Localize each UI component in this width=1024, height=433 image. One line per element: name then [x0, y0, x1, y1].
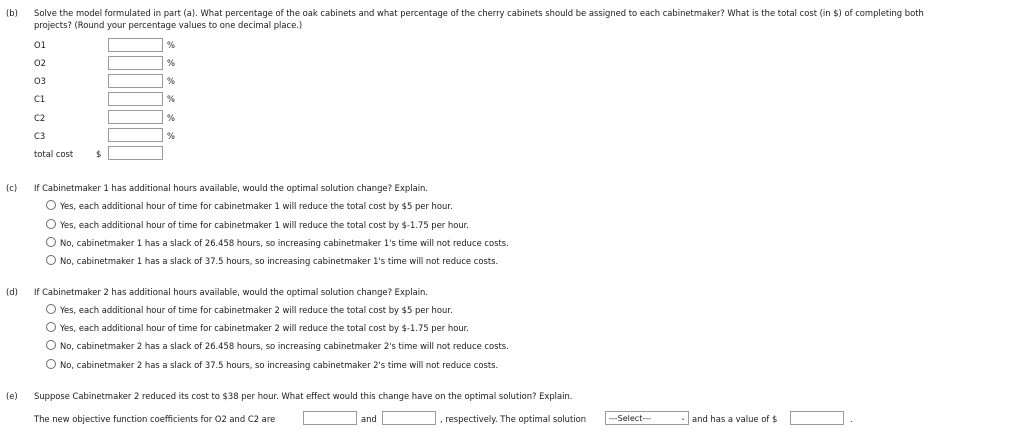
part-b-question-line1: Solve the model formulated in part (a). What percentage of the oak cabinets and what percentage of the cherry cabinets should be assigned to each cabinetmaker? What is the total cost (in $) of completing both: [34, 8, 924, 18]
row-label-c3: C3: [34, 131, 46, 141]
option-c-2-text: Yes, each additional hour of time for cabinetmaker 1 will reduce the total cost by $-1.75 per hour.: [60, 220, 469, 230]
option-d-2-text: Yes, each additional hour of time for cabinetmaker 2 will reduce the total cost by $-1.75 per hour.: [60, 323, 469, 333]
input-optimal-value[interactable]: [790, 411, 844, 425]
option-c-4-text: No, cabinetmaker 1 has a slack of 37.5 hours, so increasing cabinetmaker 1's time will not reduce costs.: [60, 256, 499, 266]
row-label-o3: O3: [34, 76, 46, 86]
input-total-cost[interactable]: [108, 146, 163, 160]
part-b-question-line2: projects? (Round your percentage values to one decimal place.): [34, 20, 303, 30]
part-e-question: Suppose Cabinetmaker 2 reduced its cost to $38 per hour. What effect would this change have on the optimal solution? Explain.: [34, 391, 573, 401]
row-label-c2: C2: [34, 113, 46, 123]
radio-c-option-3[interactable]: [46, 237, 56, 247]
part-d-label: (d): [6, 287, 18, 297]
row-label-o1: O1: [34, 40, 46, 50]
input-c2[interactable]: [108, 110, 163, 124]
input-o2-coefficient[interactable]: [303, 411, 357, 425]
input-o2[interactable]: [108, 56, 163, 70]
input-o3[interactable]: [108, 74, 163, 88]
radio-d-option-4[interactable]: [46, 359, 56, 369]
part-c-question: If Cabinetmaker 1 has additional hours available, would the optimal solution change? Explain.: [34, 183, 428, 193]
percent-unit: %: [167, 131, 175, 141]
radio-d-option-2[interactable]: [46, 322, 56, 332]
radio-d-option-1[interactable]: [46, 304, 56, 314]
select-value: ---Select---: [609, 413, 651, 423]
dollar-prefix: $: [96, 149, 102, 159]
radio-c-option-4[interactable]: [46, 255, 56, 265]
and-text: and: [361, 414, 377, 424]
radio-c-option-2[interactable]: [46, 219, 56, 229]
option-c-1-text: Yes, each additional hour of time for cabinetmaker 1 will reduce the total cost by $5 per hour.: [60, 201, 453, 211]
percent-unit: %: [167, 40, 175, 50]
percent-unit: %: [167, 58, 175, 68]
option-d-4-text: No, cabinetmaker 2 has a slack of 37.5 hours, so increasing cabinetmaker 2's time will not reduce costs.: [60, 360, 499, 370]
row-label-o2: O2: [34, 58, 46, 68]
value-text: and has a value of $: [692, 414, 778, 424]
percent-unit: %: [167, 94, 175, 104]
part-d-question: If Cabinetmaker 2 has additional hours available, would the optimal solution change? Explain.: [34, 287, 428, 297]
optimal-solution-select[interactable]: [605, 411, 689, 425]
radio-c-option-1[interactable]: [46, 200, 56, 210]
option-d-3-text: No, cabinetmaker 2 has a slack of 26.458 hours, so increasing cabinetmaker 2's time will not reduce costs.: [60, 341, 509, 351]
option-d-1-text: Yes, each additional hour of time for cabinetmaker 2 will reduce the total cost by $5 per hour.: [60, 305, 453, 315]
input-c2-coefficient[interactable]: [382, 411, 436, 425]
input-o1[interactable]: [108, 38, 163, 52]
row-label-c1: C1: [34, 94, 46, 104]
respectively-text: , respectively. The optimal solution: [440, 414, 587, 424]
end-period: .: [850, 414, 853, 424]
part-b-label: (b): [6, 8, 18, 18]
percent-unit: %: [167, 113, 175, 123]
part-c-label: (c): [6, 183, 18, 193]
percent-unit: %: [167, 76, 175, 86]
chevron-down-icon: ⌄: [680, 414, 686, 422]
input-c3[interactable]: [108, 128, 163, 142]
option-c-3-text: No, cabinetmaker 1 has a slack of 26.458 hours, so increasing cabinetmaker 1's time will not reduce costs.: [60, 238, 509, 248]
radio-d-option-3[interactable]: [46, 340, 56, 350]
total-cost-label: total cost: [34, 149, 74, 159]
input-c1[interactable]: [108, 92, 163, 106]
part-e-label: (e): [6, 391, 18, 401]
part-e-sentence-start: The new objective function coefficients for O2 and C2 are: [34, 414, 276, 424]
